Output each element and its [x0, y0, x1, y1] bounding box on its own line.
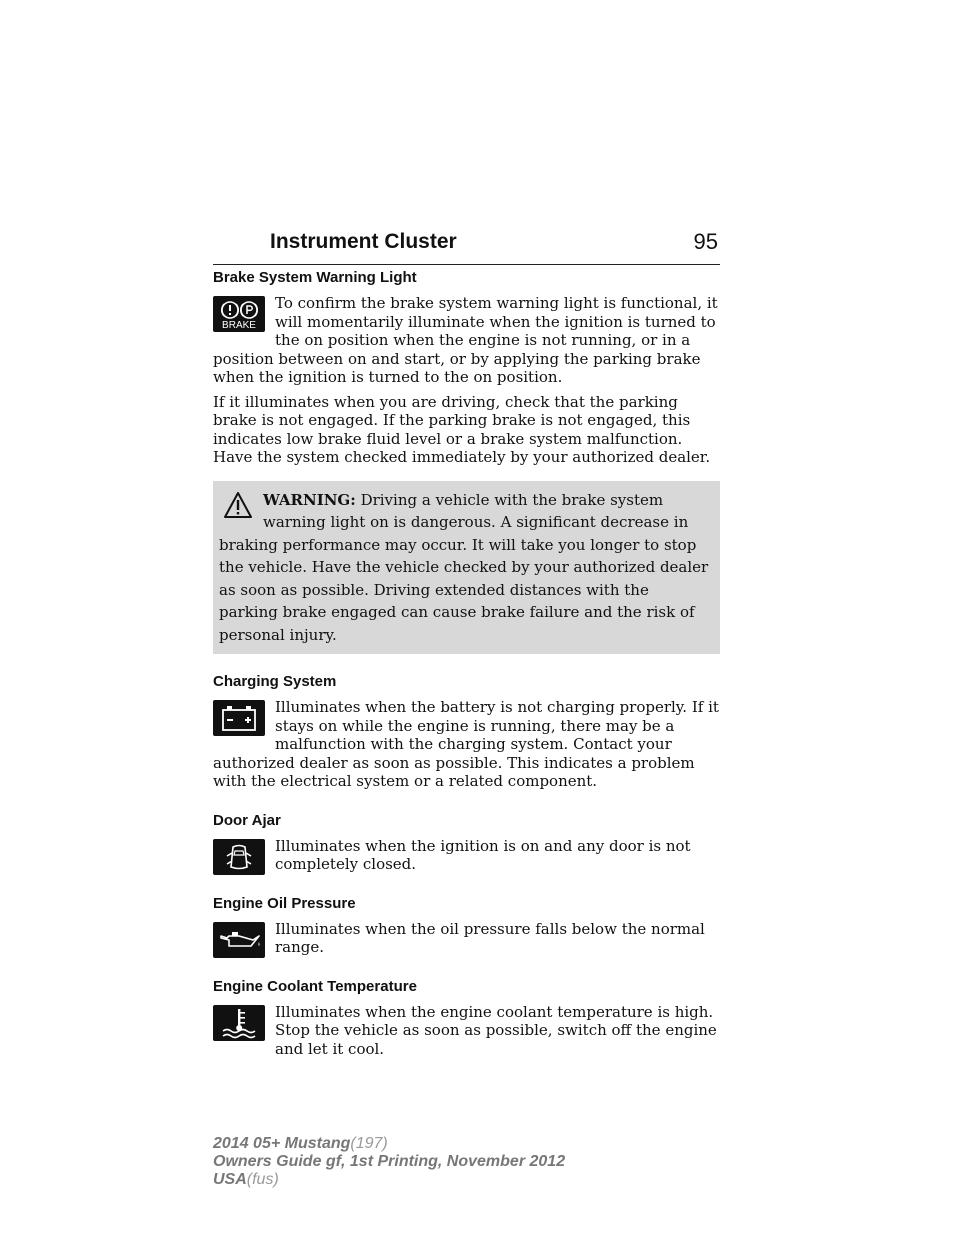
- section-charging-system: [213, 672, 720, 797]
- brake-warning-icon: [213, 296, 265, 332]
- warning-text: Driving a vehicle with the brake system warning light on is dangerous. A significant decrease in braking performance may occur. It will take you longer to stop the vehicle. Have the vehicle checked by your authorized dealer as soon as possible. Driving extended distances with the parking brake engaged can cause brake failure and the risk of personal injury.: [219, 490, 709, 644]
- warning-triangle-icon: [223, 491, 253, 519]
- oil-can-icon: [213, 922, 265, 958]
- footer-model: 2014 05+ Mustang: [213, 1135, 351, 1152]
- section-brake-system: [213, 268, 720, 654]
- section-heading: Charging System: [213, 673, 337, 690]
- section-engine-oil-pressure: [213, 894, 720, 963]
- section-door-ajar: [213, 811, 720, 880]
- footer-market: USA: [213, 1171, 247, 1188]
- coolant-temperature-icon: [213, 1005, 265, 1041]
- battery-icon: [213, 700, 265, 736]
- section-heading: Brake System Warning Light: [213, 269, 417, 286]
- paragraph: Illuminates when the oil pressure falls below the normal range.: [275, 919, 705, 956]
- section-engine-coolant-temperature: [213, 977, 720, 1065]
- section-heading: Engine Oil Pressure: [213, 894, 356, 912]
- paragraph: If it illuminates when you are driving, check that the parking brake is not engaged. If the parking brake is not engaged, this indicates low brake fluid level or a brake system malfunction. Have the system checked immediately by your authorized dealer.: [213, 392, 711, 466]
- page-number: 95: [693, 229, 718, 254]
- footer-guide-info: Owners Guide gf, 1st Printing, November 2012: [213, 1153, 566, 1170]
- chapter-title: Instrument Cluster: [270, 230, 457, 253]
- paragraph: Illuminates when the engine coolant temperature is high. Stop the vehicle as soon as possible, switch off the engine and let it cool.: [275, 1002, 717, 1058]
- paragraph: Illuminates when the battery is not charging properly. If it stays on while the engine is running, there may be a malfunction with the charging system. Contact your authorized dealer as soon as possible. This indicates a problem with the electrical system or a related component.: [213, 698, 719, 790]
- section-heading: Engine Coolant Temperature: [213, 977, 417, 995]
- page-footer: [213, 1135, 565, 1189]
- footer-market-code: (fus): [246, 1171, 279, 1188]
- page-header: [213, 228, 720, 265]
- warning-label: WARNING:: [263, 490, 356, 509]
- paragraph: Illuminates when the ignition is on and any door is not completely closed.: [275, 836, 691, 873]
- paragraph: To confirm the brake system warning light is functional, it will momentarily illuminate when the ignition is turned to the on position when the engine is not running, or in a position between on and start, or by applying the parking brake when the ignition is turned to the on position.: [213, 294, 718, 386]
- section-heading: Door Ajar: [213, 811, 281, 829]
- door-ajar-icon: [213, 839, 265, 875]
- svg-text:BRAKE: BRAKE: [222, 320, 256, 331]
- page-content: [213, 268, 720, 1078]
- warning-box: [213, 481, 720, 655]
- footer-model-code: (197): [350, 1135, 388, 1152]
